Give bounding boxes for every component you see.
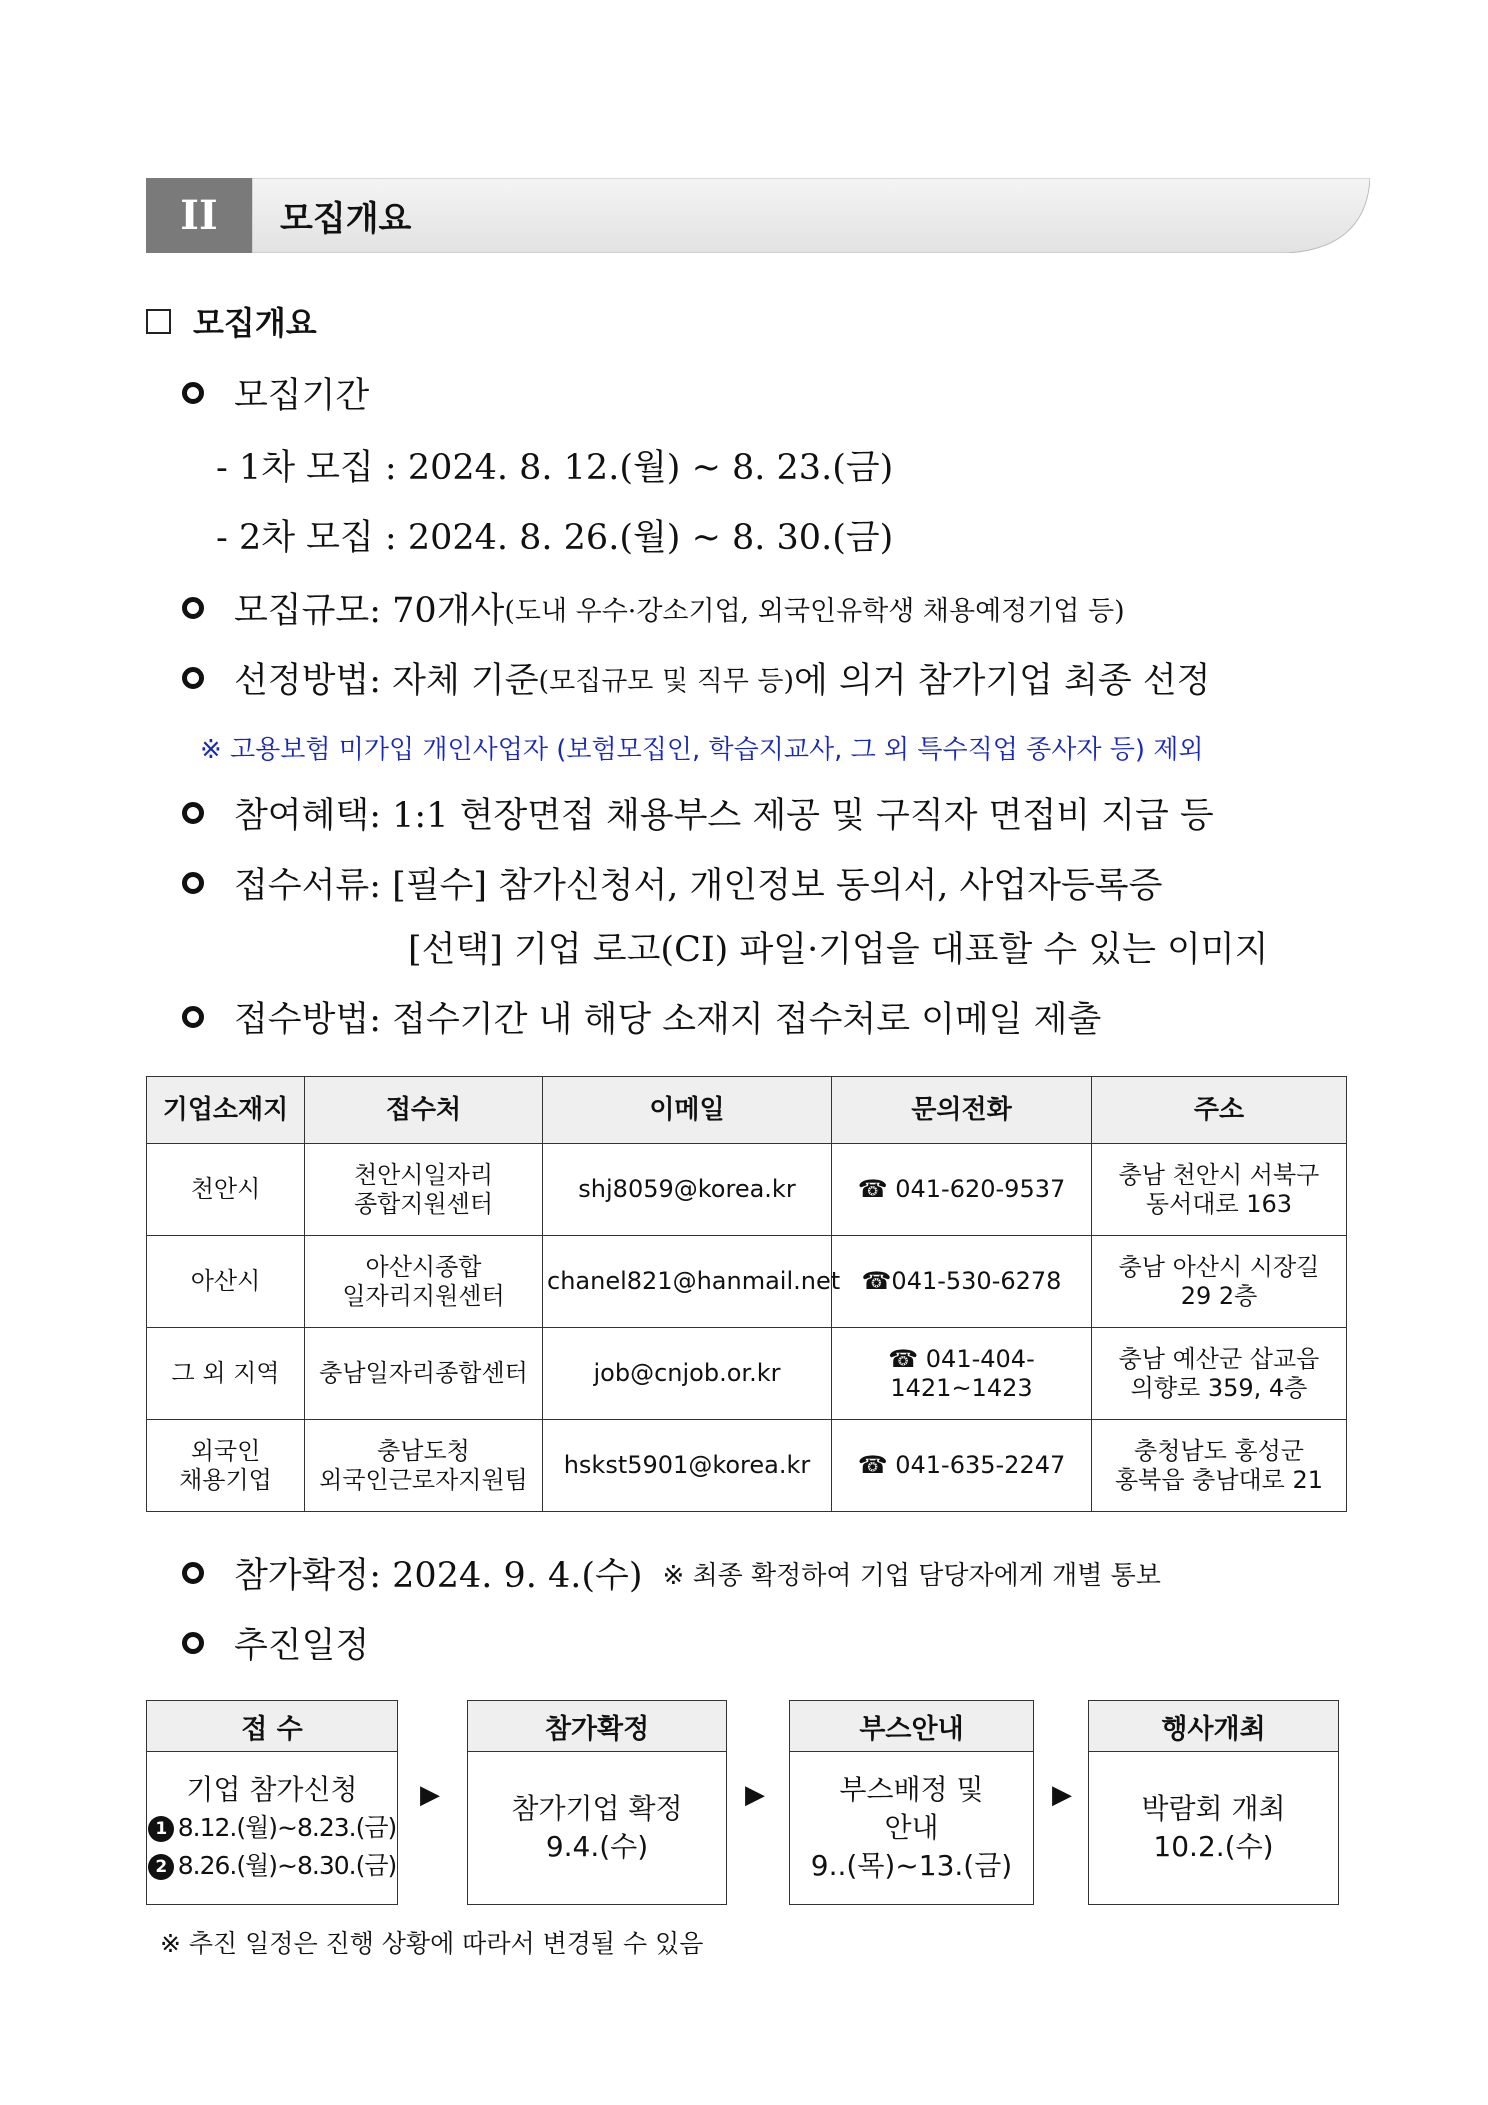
cell-phone: ☎ 041-635-2247: [832, 1420, 1092, 1512]
circle-bullet-icon: [182, 872, 204, 894]
confirmation-label: 참가확정: 2024. 9. 4.(수): [234, 1556, 643, 1596]
cell-email[interactable]: job@cnjob.or.kr: [543, 1328, 832, 1420]
cell-office: 충남도청 외국인근로자지원팀: [305, 1420, 543, 1512]
column-header-phone: 문의전화: [832, 1077, 1092, 1144]
arrow-right-icon: ▶: [420, 1780, 440, 1810]
cell-office: 충남일자리종합센터: [305, 1328, 543, 1420]
circle-bullet-icon: [182, 1562, 204, 1584]
step-body-line: 박람회 개최: [1141, 1792, 1286, 1825]
cell-phone: ☎ 041-620-9537: [832, 1144, 1092, 1236]
column-header-email: 이메일: [543, 1077, 832, 1144]
period-round-1: - 1차 모집 : 2024. 8. 12.(월) ~ 8. 23.(금): [216, 448, 894, 488]
cell-address: 충청남도 홍성군 홍북읍 충남대로 21: [1092, 1420, 1347, 1512]
schedule-step-apply: [146, 1700, 398, 1905]
table-row: [147, 1328, 1347, 1420]
cell-location: 그 외 지역: [147, 1328, 305, 1420]
selection-label: 선정방법: 자체 기준: [234, 661, 539, 701]
arrow-right-icon: ▶: [745, 1780, 765, 1810]
period-label: 모집기간: [234, 376, 370, 416]
circle-bullet-icon: [182, 667, 204, 689]
schedule-note: ※ 추진 일정은 진행 상황에 따라서 변경될 수 있음: [160, 1929, 704, 1958]
method-text: 접수방법: 접수기간 내 해당 소재지 접수처로 이메일 제출: [234, 1000, 1102, 1040]
step-body: [1089, 1752, 1338, 1904]
cell-phone: ☎041-530-6278: [832, 1236, 1092, 1328]
step-date-item: [148, 1809, 396, 1847]
table-row: [147, 1144, 1347, 1236]
step-date-text: 8.12.(월)~8.23.(금): [177, 1813, 397, 1842]
column-header-location: 기업소재지: [147, 1077, 305, 1144]
step-title: 접 수: [147, 1701, 397, 1752]
selection-detail: (모집규모 및 직무 등): [538, 665, 795, 697]
cell-email[interactable]: chanel821@hanmail.net: [543, 1236, 832, 1328]
step-body-line: 9.4.(수): [545, 1830, 649, 1863]
selection-item: [182, 653, 1210, 703]
step-title: 행사개최: [1089, 1701, 1338, 1752]
sub-heading: [146, 298, 317, 344]
step-body: [468, 1752, 726, 1904]
schedule-step-confirm: [467, 1700, 727, 1905]
scale-detail: (도내 우수·강소기업, 외국인유학생 채용예정기업 등): [504, 595, 1125, 627]
column-header-address: 주소: [1092, 1077, 1347, 1144]
step-body: [790, 1752, 1033, 1904]
cell-email[interactable]: shj8059@korea.kr: [543, 1144, 832, 1236]
circled-number-1-icon: 1: [148, 1816, 174, 1842]
circle-bullet-icon: [182, 382, 204, 404]
schedule-item: [182, 1618, 369, 1668]
step-date-text: 8.26.(월)~8.30.(금): [177, 1851, 397, 1880]
table-header-row: [147, 1077, 1347, 1144]
step-body-line: 참가기업 확정: [511, 1792, 683, 1825]
scale-label: 모집규모: 70개사: [234, 591, 505, 631]
confirmation-item: [182, 1548, 1161, 1598]
table-row: [147, 1420, 1347, 1512]
checkbox-icon: [146, 309, 171, 334]
circled-number-2-icon: 2: [148, 1854, 174, 1880]
circle-bullet-icon: [182, 597, 204, 619]
schedule-label: 추진일정: [234, 1626, 370, 1666]
cell-office: 천안시일자리 종합지원센터: [305, 1144, 543, 1236]
cell-email[interactable]: hskst5901@korea.kr: [543, 1420, 832, 1512]
documents-line1: 접수서류: [필수] 참가신청서, 개인정보 동의서, 사업자등록증: [234, 866, 1163, 906]
scale-item: [182, 583, 1125, 633]
step-body: [147, 1752, 397, 1904]
cell-office: 아산시종합 일자리지원센터: [305, 1236, 543, 1328]
table-row: [147, 1236, 1347, 1328]
circle-bullet-icon: [182, 802, 204, 824]
contacts-table: [146, 1076, 1347, 1512]
arrow-right-icon: ▶: [1052, 1780, 1072, 1810]
cell-address: 충남 아산시 시장길 29 2층: [1092, 1236, 1347, 1328]
schedule-step-booth: [789, 1700, 1034, 1905]
cell-location: 외국인 채용기업: [147, 1420, 305, 1512]
benefits-text: 참여혜택: 1:1 현장면접 채용부스 제공 및 구직자 면접비 지급 등: [234, 796, 1214, 836]
step-body-line: 부스배정 및: [839, 1773, 984, 1806]
section-title: 모집개요: [280, 199, 412, 239]
step-title: 참가확정: [468, 1701, 726, 1752]
step-date-item: [148, 1847, 396, 1885]
cell-location: 천안시: [147, 1144, 305, 1236]
cell-address: 충남 천안시 서북구 동서대로 163: [1092, 1144, 1347, 1236]
cell-phone: ☎ 041-404-1421~1423: [832, 1328, 1092, 1420]
step-body-line: 안내: [884, 1811, 939, 1844]
section-number: II: [180, 192, 218, 239]
sub-heading-text: 모집개요: [193, 304, 317, 342]
selection-tail: 에 의거 참가기업 최종 선정: [794, 661, 1211, 701]
step-body-line: 기업 참가신청: [186, 1773, 358, 1806]
schedule-step-event: [1088, 1700, 1339, 1905]
step-body-line: 10.2.(수): [1153, 1830, 1274, 1863]
cell-address: 충남 예산군 삽교읍 의향로 359, 4층: [1092, 1328, 1347, 1420]
confirmation-note: ※ 최종 확정하여 기업 담당자에게 개별 통보: [662, 1560, 1161, 1591]
method-item: [182, 992, 1101, 1042]
period-round-2: - 2차 모집 : 2024. 8. 26.(월) ~ 8. 30.(금): [216, 518, 894, 558]
insurance-note: ※ 고용보험 미가입 개인사업자 (보험모집인, 학습지교사, 그 외 특수직업 종사자 등) 제외: [200, 735, 1204, 765]
period-item: [182, 368, 369, 418]
section-header: [146, 178, 1370, 253]
circle-bullet-icon: [182, 1006, 204, 1028]
column-header-office: 접수처: [305, 1077, 543, 1144]
step-title: 부스안내: [790, 1701, 1033, 1752]
circle-bullet-icon: [182, 1632, 204, 1654]
documents-item: [182, 858, 1162, 908]
benefits-item: [182, 788, 1214, 838]
step-body-line: 9..(목)~13.(금): [810, 1849, 1013, 1882]
cell-location: 아산시: [147, 1236, 305, 1328]
documents-line2: [선택] 기업 로고(CI) 파일·기업을 대표할 수 있는 이미지: [408, 930, 1269, 970]
